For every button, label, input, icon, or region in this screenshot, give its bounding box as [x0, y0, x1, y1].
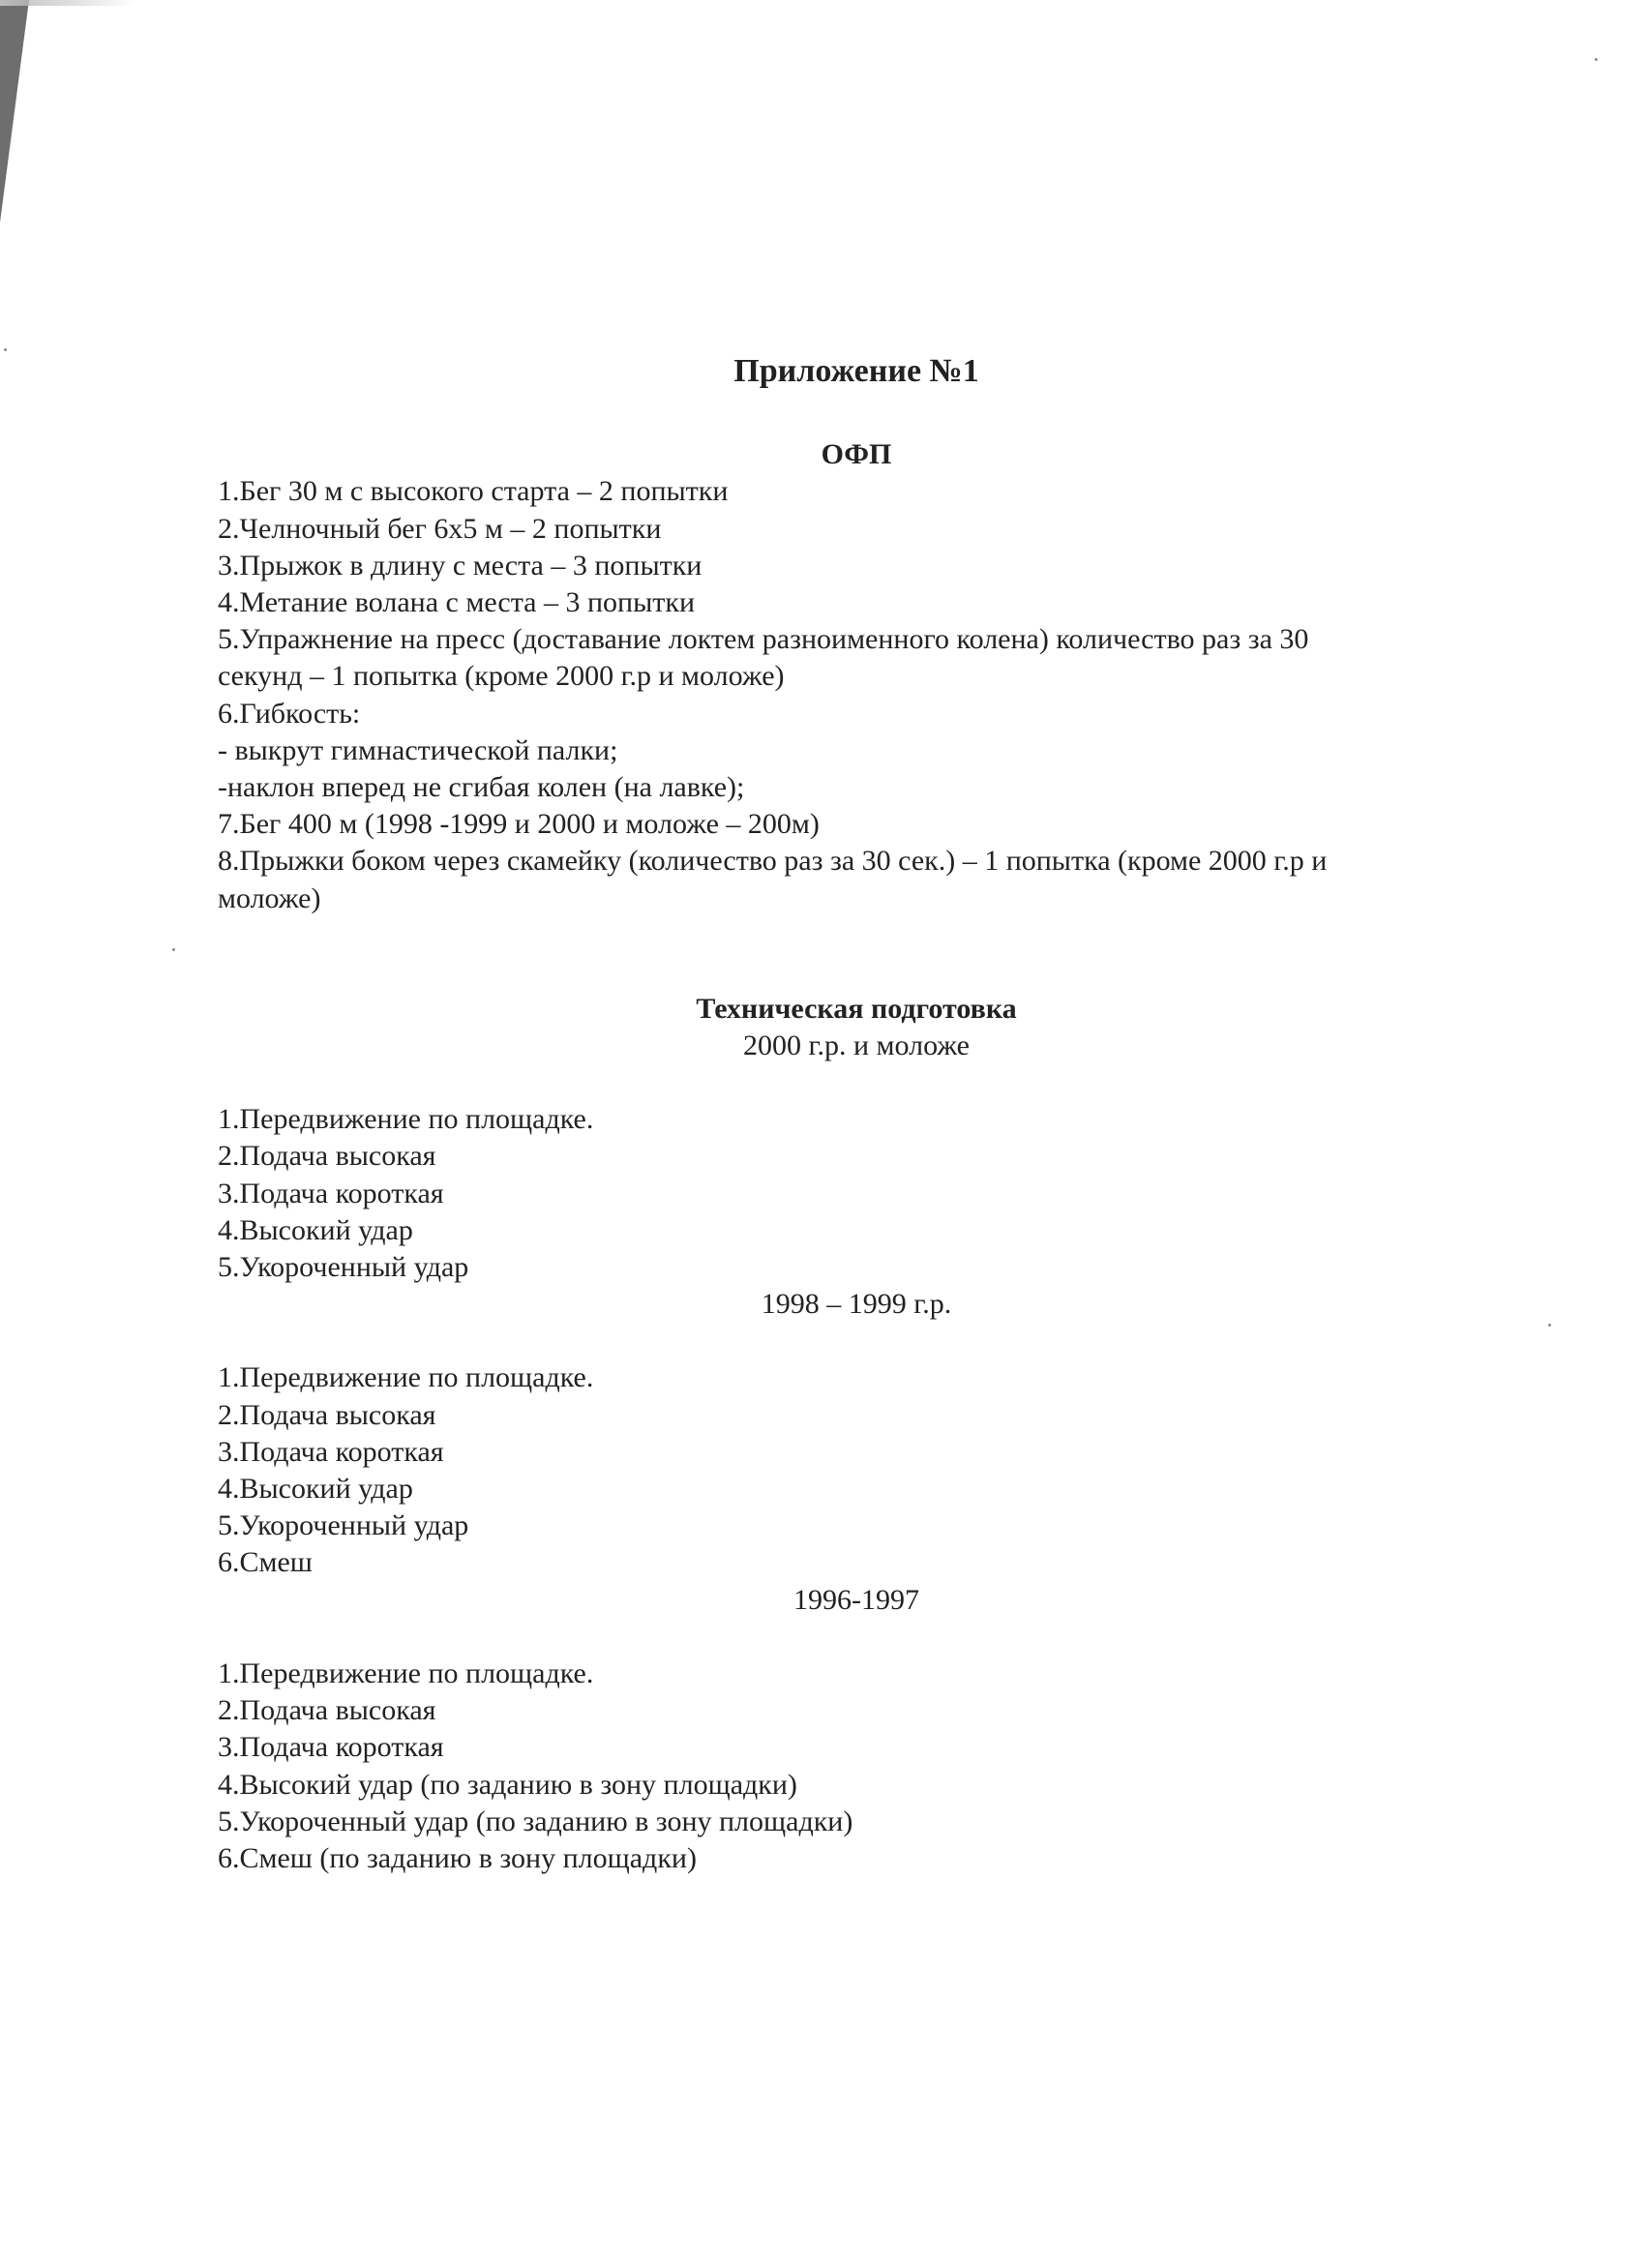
- ofp-line: 3.Прыжок в длину с места – 3 попытки: [218, 549, 703, 582]
- ofp-heading: ОФП: [821, 438, 892, 471]
- ofp-line: -наклон вперед не сгибая колен (на лавке);: [218, 771, 745, 804]
- ofp-line: 2.Челночный бег 6х5 м – 2 попытки: [218, 512, 662, 545]
- ofp-line: 5.Упражнение на пресс (доставание локтем разноименного колена) количество раз за 30: [218, 623, 1309, 656]
- ofp-line: 7.Бег 400 м (1998 -1999 и 2000 и моложе – 200м): [218, 808, 820, 841]
- technical-item: 3.Подача короткая: [218, 1177, 444, 1209]
- scan-speck: [1548, 1324, 1551, 1327]
- technical-item: 2.Подача высокая: [218, 1398, 436, 1431]
- ofp-line: - выкрут гимнастической палки;: [218, 733, 618, 766]
- ofp-line: 1.Бег 30 м с высокого старта – 2 попытки: [218, 475, 729, 508]
- group-label-1998-1999: 1998 – 1999 г.р.: [761, 1288, 952, 1321]
- scan-edge-artifact: [0, 0, 29, 223]
- document-page: [218, 353, 1476, 1877]
- technical-item: 4.Высокий удар: [218, 1473, 413, 1506]
- technical-item: 4.Высокий удар (по заданию в зону площадки): [218, 1768, 797, 1801]
- ofp-line: секунд – 1 попытка (кроме 2000 г.р и моложе): [218, 660, 785, 693]
- technical-item: 3.Подача короткая: [218, 1731, 444, 1764]
- technical-item: 2.Подача высокая: [218, 1140, 436, 1173]
- technical-section: [218, 991, 1476, 1877]
- ofp-line: моложе): [218, 881, 321, 914]
- technical-item: 4.Высокий удар: [218, 1213, 413, 1246]
- document-title: Приложение №1: [733, 353, 979, 389]
- technical-item: 3.Подача короткая: [218, 1435, 444, 1468]
- scan-speck: [172, 948, 175, 951]
- technical-item: 5.Укороченный удар (по заданию в зону площадки): [218, 1805, 853, 1837]
- ofp-line: 8.Прыжки боком через скамейку (количество раз за 30 сек.) – 1 попытка (кроме 2000 г.р и: [218, 845, 1328, 878]
- technical-item: 5.Укороченный удар: [218, 1509, 469, 1542]
- ofp-line: 4.Метание волана с места – 3 попытки: [218, 586, 696, 619]
- technical-item: 1.Передвижение по площадке.: [218, 1656, 594, 1689]
- technical-item: 5.Укороченный удар: [218, 1251, 469, 1284]
- group-label-1996-1997: 1996-1997: [793, 1583, 919, 1616]
- scan-edge-highlight: [0, 0, 135, 6]
- technical-item: 6.Смеш: [218, 1546, 313, 1579]
- ofp-section: [218, 436, 1476, 917]
- scan-speck: [4, 348, 7, 351]
- technical-heading: Техническая подготовка: [696, 992, 1017, 1025]
- section-spacer: [218, 917, 1476, 991]
- scan-speck: [1595, 58, 1598, 61]
- group-spacer: [218, 1323, 1476, 1359]
- technical-item: 6.Смеш (по заданию в зону площадки): [218, 1841, 697, 1874]
- group-spacer: [218, 1064, 1476, 1101]
- technical-item: 1.Передвижение по площадке.: [218, 1103, 594, 1136]
- group-spacer: [218, 1619, 1476, 1656]
- group-label-2000: 2000 г.р. и моложе: [743, 1030, 970, 1062]
- technical-item: 1.Передвижение по площадке.: [218, 1361, 594, 1394]
- ofp-line: 6.Гибкость:: [218, 697, 361, 730]
- technical-item: 2.Подача высокая: [218, 1694, 436, 1727]
